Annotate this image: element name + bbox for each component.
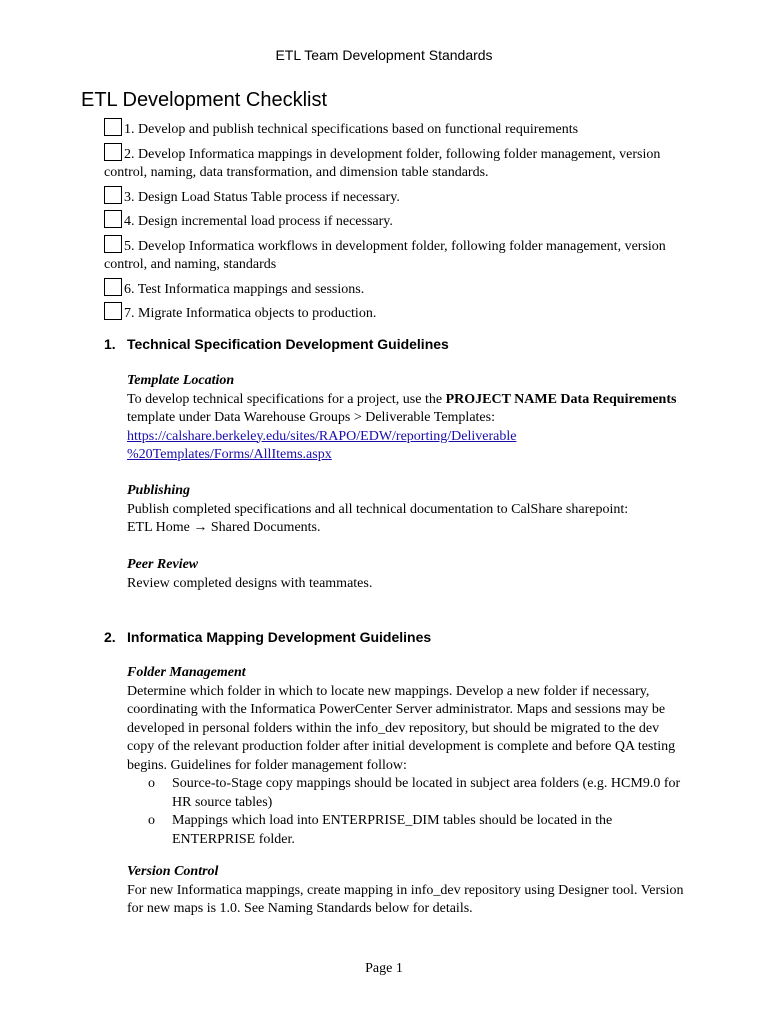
checklist-item-text: 7. Migrate Informatica objects to production. [124,306,377,321]
list-item: o Source-to-Stage copy mappings should be located in subject area folders (e.g. HCM9.0 for HR source tables) [148,776,681,810]
bullet-icon: o [148,813,155,828]
checkbox[interactable] [104,186,122,204]
subsection-title: Peer Review [127,557,199,572]
publishing-path: ETL Home → Shared Documents. [127,520,321,535]
checklist-item-1 [104,118,684,140]
subsection-title: Template Location [127,373,235,388]
checklist-item-4 [104,210,684,232]
project-name-bold: PROJECT NAME Data Requirements [445,391,677,407]
checklist-item-text: 2. Develop Informatica mappings in development folder, following folder management, version control, naming, data transformation, and dimension table standards. [104,146,661,180]
folder-management-text: Determine which folder in which to locate new mappings. Develop a new folder if necessary, coordinating with the Informatica PowerCenter Server administrator. Maps and sessions may be developed in personal folders within the info_dev repository, but should be migrated to the dev copy of the relevant production folder after initial development is complete and before QA testing begins. Guidelines for folder management follow: [127,683,676,773]
section-number: 1. [104,336,116,352]
checkbox[interactable] [104,210,122,228]
checklist [104,118,684,327]
section-number: 2. [104,629,116,645]
checklist-item-text: 1. Develop and publish technical specifications based on functional requirements [124,122,579,137]
peer-review-block [127,556,687,593]
template-location-text: To develop technical specifications for a project, use the PROJECT NAME Data Requirements template under Data Warehouse Groups > Deliverable Templates: [127,391,677,425]
folder-management-block [127,664,687,849]
list-item: o Mappings which load into ENTERPRISE_DIM tables should be located in the ENTERPRISE folder. [148,813,613,847]
template-link[interactable]: https://calshare.berkeley.edu/sites/RAPO/EDW/reporting/Deliverable [127,428,517,444]
section-title: Technical Specification Development Guidelines [127,336,449,352]
section-title: Informatica Mapping Development Guidelines [127,629,432,645]
version-control-text: For new Informatica mappings, create mapping in info_dev repository using Designer tool. Version for new maps is 1.0. See Naming Standards below for details. [127,882,684,916]
document-header-title: ETL Team Development Standards [275,47,493,63]
arrow-icon: → [193,520,208,535]
checkbox[interactable] [104,118,122,136]
bullet-icon: o [148,776,155,791]
checklist-item-text: 5. Develop Informatica workflows in development folder, following folder management, version control, and naming, standards [104,238,666,272]
checklist-item-7 [104,302,684,324]
checklist-item-6 [104,278,684,300]
checklist-heading: ETL Development Checklist [81,89,328,111]
section-2-heading [104,629,431,645]
template-location-block [127,372,687,465]
checklist-item-2 [104,143,684,183]
peer-review-text: Review completed designs with teammates. [127,575,373,591]
checklist-item-text: 6. Test Informatica mappings and sessions. [124,281,365,297]
publishing-text: Publish completed specifications and all technical documentation to CalShare sharepoint: [127,501,629,517]
subsection-title: Folder Management [127,665,246,680]
subsection-title: Publishing [127,483,191,498]
checklist-item-5 [104,235,684,275]
template-link-continued[interactable]: %20Templates/Forms/AllItems.aspx [127,447,332,462]
page-number: Page 1 [365,961,403,976]
checklist-item-text: 4. Design incremental load process if necessary. [124,214,393,229]
checkbox[interactable] [104,278,122,296]
section-1-heading [104,336,449,352]
publishing-block [127,482,687,538]
version-control-block [127,863,687,919]
checkbox[interactable] [104,235,122,253]
checklist-item-3 [104,186,684,208]
checklist-item-text: 3. Design Load Status Table process if necessary. [124,189,400,205]
checkbox[interactable] [104,143,122,161]
subsection-title: Version Control [127,864,219,879]
checkbox[interactable] [104,302,122,320]
folder-guidelines-list [127,775,687,849]
